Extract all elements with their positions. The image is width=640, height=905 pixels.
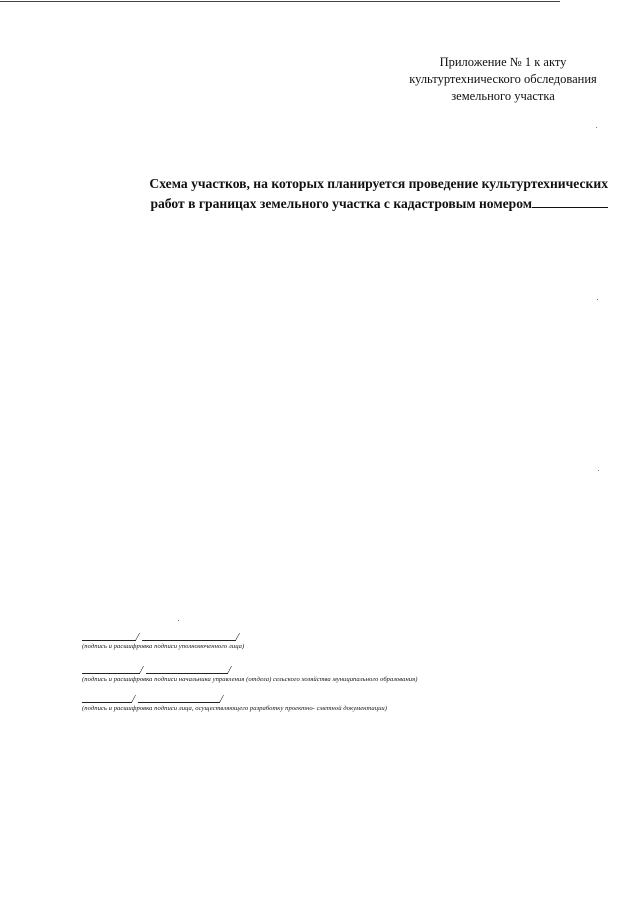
scan-speck — [178, 620, 179, 621]
title-line-2-text: работ в границах земельного участка с кадастровым номером — [150, 196, 532, 211]
title-line-1: Схема участков, на которых планируется проведение культуртехнических — [149, 176, 608, 191]
signature-line — [82, 662, 562, 674]
scan-speck — [598, 470, 599, 471]
signature-separator-end: / — [220, 693, 224, 705]
signature-separator-end: / — [228, 664, 232, 676]
signature-separator-end: / — [236, 631, 240, 643]
signature-line — [82, 629, 562, 641]
appendix-line-3: земельного участка — [451, 89, 555, 103]
scan-speck — [596, 127, 597, 128]
signature-separator: / — [136, 631, 140, 643]
cadastral-number-blank — [532, 195, 608, 208]
name-blank — [146, 673, 228, 674]
signature-caption: (подпись и расшифровка подписи лица, осуществляющего разработку проектно- сметной документации) — [82, 705, 388, 712]
signature-separator: / — [132, 693, 136, 705]
signature-caption: (подпись и расшифровка подписи начальника управления (отдела) сельского хозяйства муниципального образования) — [82, 676, 418, 683]
appendix-line-2: культуртехнического обследования — [409, 72, 597, 86]
signature-block-agriculture-head — [82, 662, 562, 683]
name-blank — [142, 640, 236, 641]
name-blank — [138, 702, 220, 703]
document-title — [60, 174, 608, 214]
signature-blank — [82, 640, 136, 641]
top-border-line — [0, 1, 560, 2]
signature-block-project-developer — [82, 691, 562, 712]
signature-separator: / — [140, 664, 144, 676]
appendix-note — [395, 54, 611, 105]
appendix-line-1: Приложение № 1 к акту — [439, 55, 567, 69]
title-line-2 — [60, 194, 608, 214]
signature-blank — [82, 673, 140, 674]
signature-line — [82, 691, 562, 703]
signature-blank — [82, 702, 132, 703]
signature-block-authorized — [82, 629, 562, 650]
scan-speck — [597, 299, 598, 300]
signature-caption: (подпись и расшифровка подписи уполномоченного лица) — [82, 643, 245, 650]
